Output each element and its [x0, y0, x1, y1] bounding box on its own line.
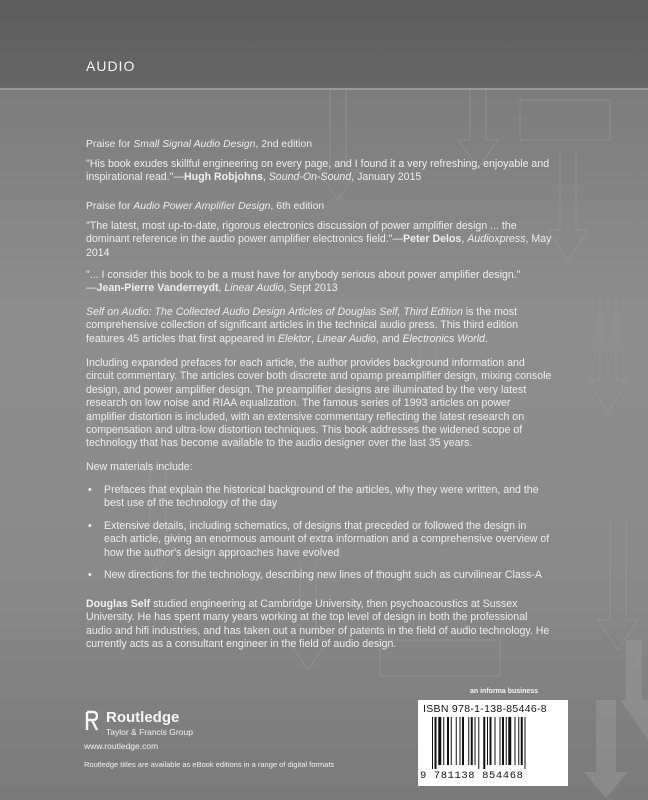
praise-1-intro: Praise for — [86, 139, 134, 150]
barcode-bar — [435, 717, 437, 769]
praise-2-author: Peter Delos — [403, 233, 462, 246]
list-item: • New directions for the technology, describing new lines of thought such as curvilinear Class-A — [86, 569, 552, 582]
barcode-bar — [443, 717, 444, 765]
book-title: Self on Audio: The Collected Audio Design Articles of Douglas Self, Third Edition — [86, 306, 463, 318]
barcode-bar — [500, 717, 501, 765]
praise-2-separator: , — [461, 233, 468, 246]
barcode-bar — [451, 717, 452, 765]
publication-elektor: Elektor — [277, 332, 311, 345]
barcode-bar — [462, 717, 464, 765]
praise-1-book-title: Small Signal Audio Design — [133, 139, 256, 150]
description-paragraph-2 — [86, 357, 552, 451]
book-description — [86, 306, 552, 346]
barcode-bar — [502, 717, 504, 765]
praise-1-heading — [86, 138, 552, 151]
description-end: . — [484, 332, 488, 345]
barcode-bar — [490, 717, 492, 765]
list-item: • Extensive details, including schematics, of designs that preceded or followed the design in each article, giving an enormous amount of extra information and a comprehensive overview of how the author's design approaches have evolved — [86, 520, 552, 560]
praise-1-quote: "His book exudes skillful engineering on every page, and I found it a very refreshing, enjoyable and inspirational read."— — [86, 158, 550, 184]
barcode-digits: 9 781138 854468 — [420, 770, 524, 782]
barcode-bar — [483, 717, 485, 769]
praise-1-edition: , 2nd edition — [255, 139, 313, 150]
praise-2-heading — [86, 200, 552, 213]
praise-1-source: Sound-On-Sound — [268, 171, 352, 184]
praise-1-date: , January 2015 — [351, 171, 422, 184]
paragraph-2-text: Including expanded prefaces for each article, the author provides background information and circuit commentary. The articles cover both discrete and opamp preamplifier design, mixing console design, and power amplifier design. The preamplifier designs are illuminated by the very latest research on low noise and RIAA equalization. The famous series of 1993 articles on power amplifier distortion is included, with an extensive commentary reflecting the latest research on compensation and ultra-low distortion techniques. This book addresses the widened scope of technology that has become available to the audio designer over the last 35 years. — [86, 357, 552, 450]
author-name: Douglas Self — [86, 598, 151, 610]
category-label: AUDIO — [86, 58, 136, 74]
barcode-bar — [495, 717, 496, 765]
barcode-bar — [515, 717, 516, 765]
publication-electronics-world: Electronics World — [402, 332, 485, 345]
barcode-bar — [525, 717, 526, 769]
barcode-bar — [468, 717, 469, 765]
publication-linear-audio: Linear Audio — [316, 332, 376, 345]
praise-2-book-title: Audio Power Amplifier Design — [133, 201, 271, 212]
praise-3-quote-block — [86, 269, 552, 296]
barcode-bar — [460, 717, 461, 765]
barcode-bar — [456, 717, 457, 765]
praise-3-date: , Sept 2013 — [283, 282, 338, 295]
barcode-bar — [478, 717, 479, 769]
barcode-bar — [506, 717, 507, 765]
barcode-bar — [438, 717, 441, 765]
praise-3-source: Linear Audio — [224, 282, 284, 295]
new-materials-list-2 — [86, 520, 552, 560]
barcode-bar — [471, 717, 473, 765]
praise-2-quote: "The latest, most up-to-date, rigorous electronics discussion of power amplifier design ... the dominant reference in the audio power amplifier electronics field."— — [86, 220, 517, 246]
praise-2-edition: , 6th edition — [270, 201, 325, 212]
new-materials-heading-text: New materials include: — [86, 461, 193, 473]
routledge-logo-icon — [84, 710, 98, 732]
praise-2-date: , May 2014 — [86, 233, 552, 259]
barcode-bar — [508, 717, 511, 765]
isbn-barcode-box — [418, 700, 568, 786]
description-comma: , — [310, 332, 317, 345]
praise-1-separator: , — [262, 171, 269, 184]
isbn-label: ISBN 978-1-138-85446-8 — [423, 703, 547, 715]
barcode-bar — [518, 717, 519, 765]
praise-3-separator: , — [218, 282, 225, 295]
barcode-bar — [487, 717, 488, 765]
author-bio-text: studied engineering at Cambridge University, then psychoacoustics at Sussex University. He has spent many years working at the top level of design in both the professional audio and hifi industries, and has taken out a number of patents in the field of audio technology. He currently acts as a consultant engineer in the field of audio design. — [86, 598, 550, 651]
list-item: • Prefaces that explain the historical background of the articles, why they were written, and the best use of the technology of the day — [86, 484, 552, 511]
barcode-bars — [430, 717, 560, 769]
informa-business-tag: an informa business — [470, 688, 539, 695]
praise-3-quote: "... I consider this book to be a must have for anybody serious about power amplifier design." — [86, 269, 521, 281]
praise-2-source: Audioxpress — [467, 233, 526, 246]
barcode-bar — [521, 717, 523, 765]
publisher-website: www.routledge.com — [84, 741, 159, 751]
praise-1-author: Hugh Robjohns — [183, 171, 263, 184]
publisher-name: Routledge — [106, 709, 180, 726]
ebook-note: Routledge titles are available as eBook editions in a range of digital formats — [84, 760, 335, 769]
publisher-subtitle: Taylor & Francis Group — [106, 727, 193, 737]
barcode-bar — [432, 717, 433, 769]
barcode-bar — [475, 717, 476, 765]
new-materials-heading — [86, 461, 552, 474]
praise-2-quote-block — [86, 220, 552, 260]
praise-1-quote-block — [86, 158, 552, 185]
barcode-bar — [447, 717, 449, 765]
praise-3-author: Jean-Pierre Vanderreydt — [96, 282, 219, 295]
new-materials-list — [86, 484, 552, 511]
new-materials-list-3 — [86, 569, 552, 582]
description-text: is the most comprehensive collection of significant articles in the technical audio press. This third edition features 45 articles that first appeared in — [86, 306, 519, 345]
description-and: , and — [375, 332, 403, 345]
praise-2-intro: Praise for — [86, 201, 134, 212]
praise-3-dash: — — [86, 282, 97, 295]
author-bio — [86, 598, 552, 652]
